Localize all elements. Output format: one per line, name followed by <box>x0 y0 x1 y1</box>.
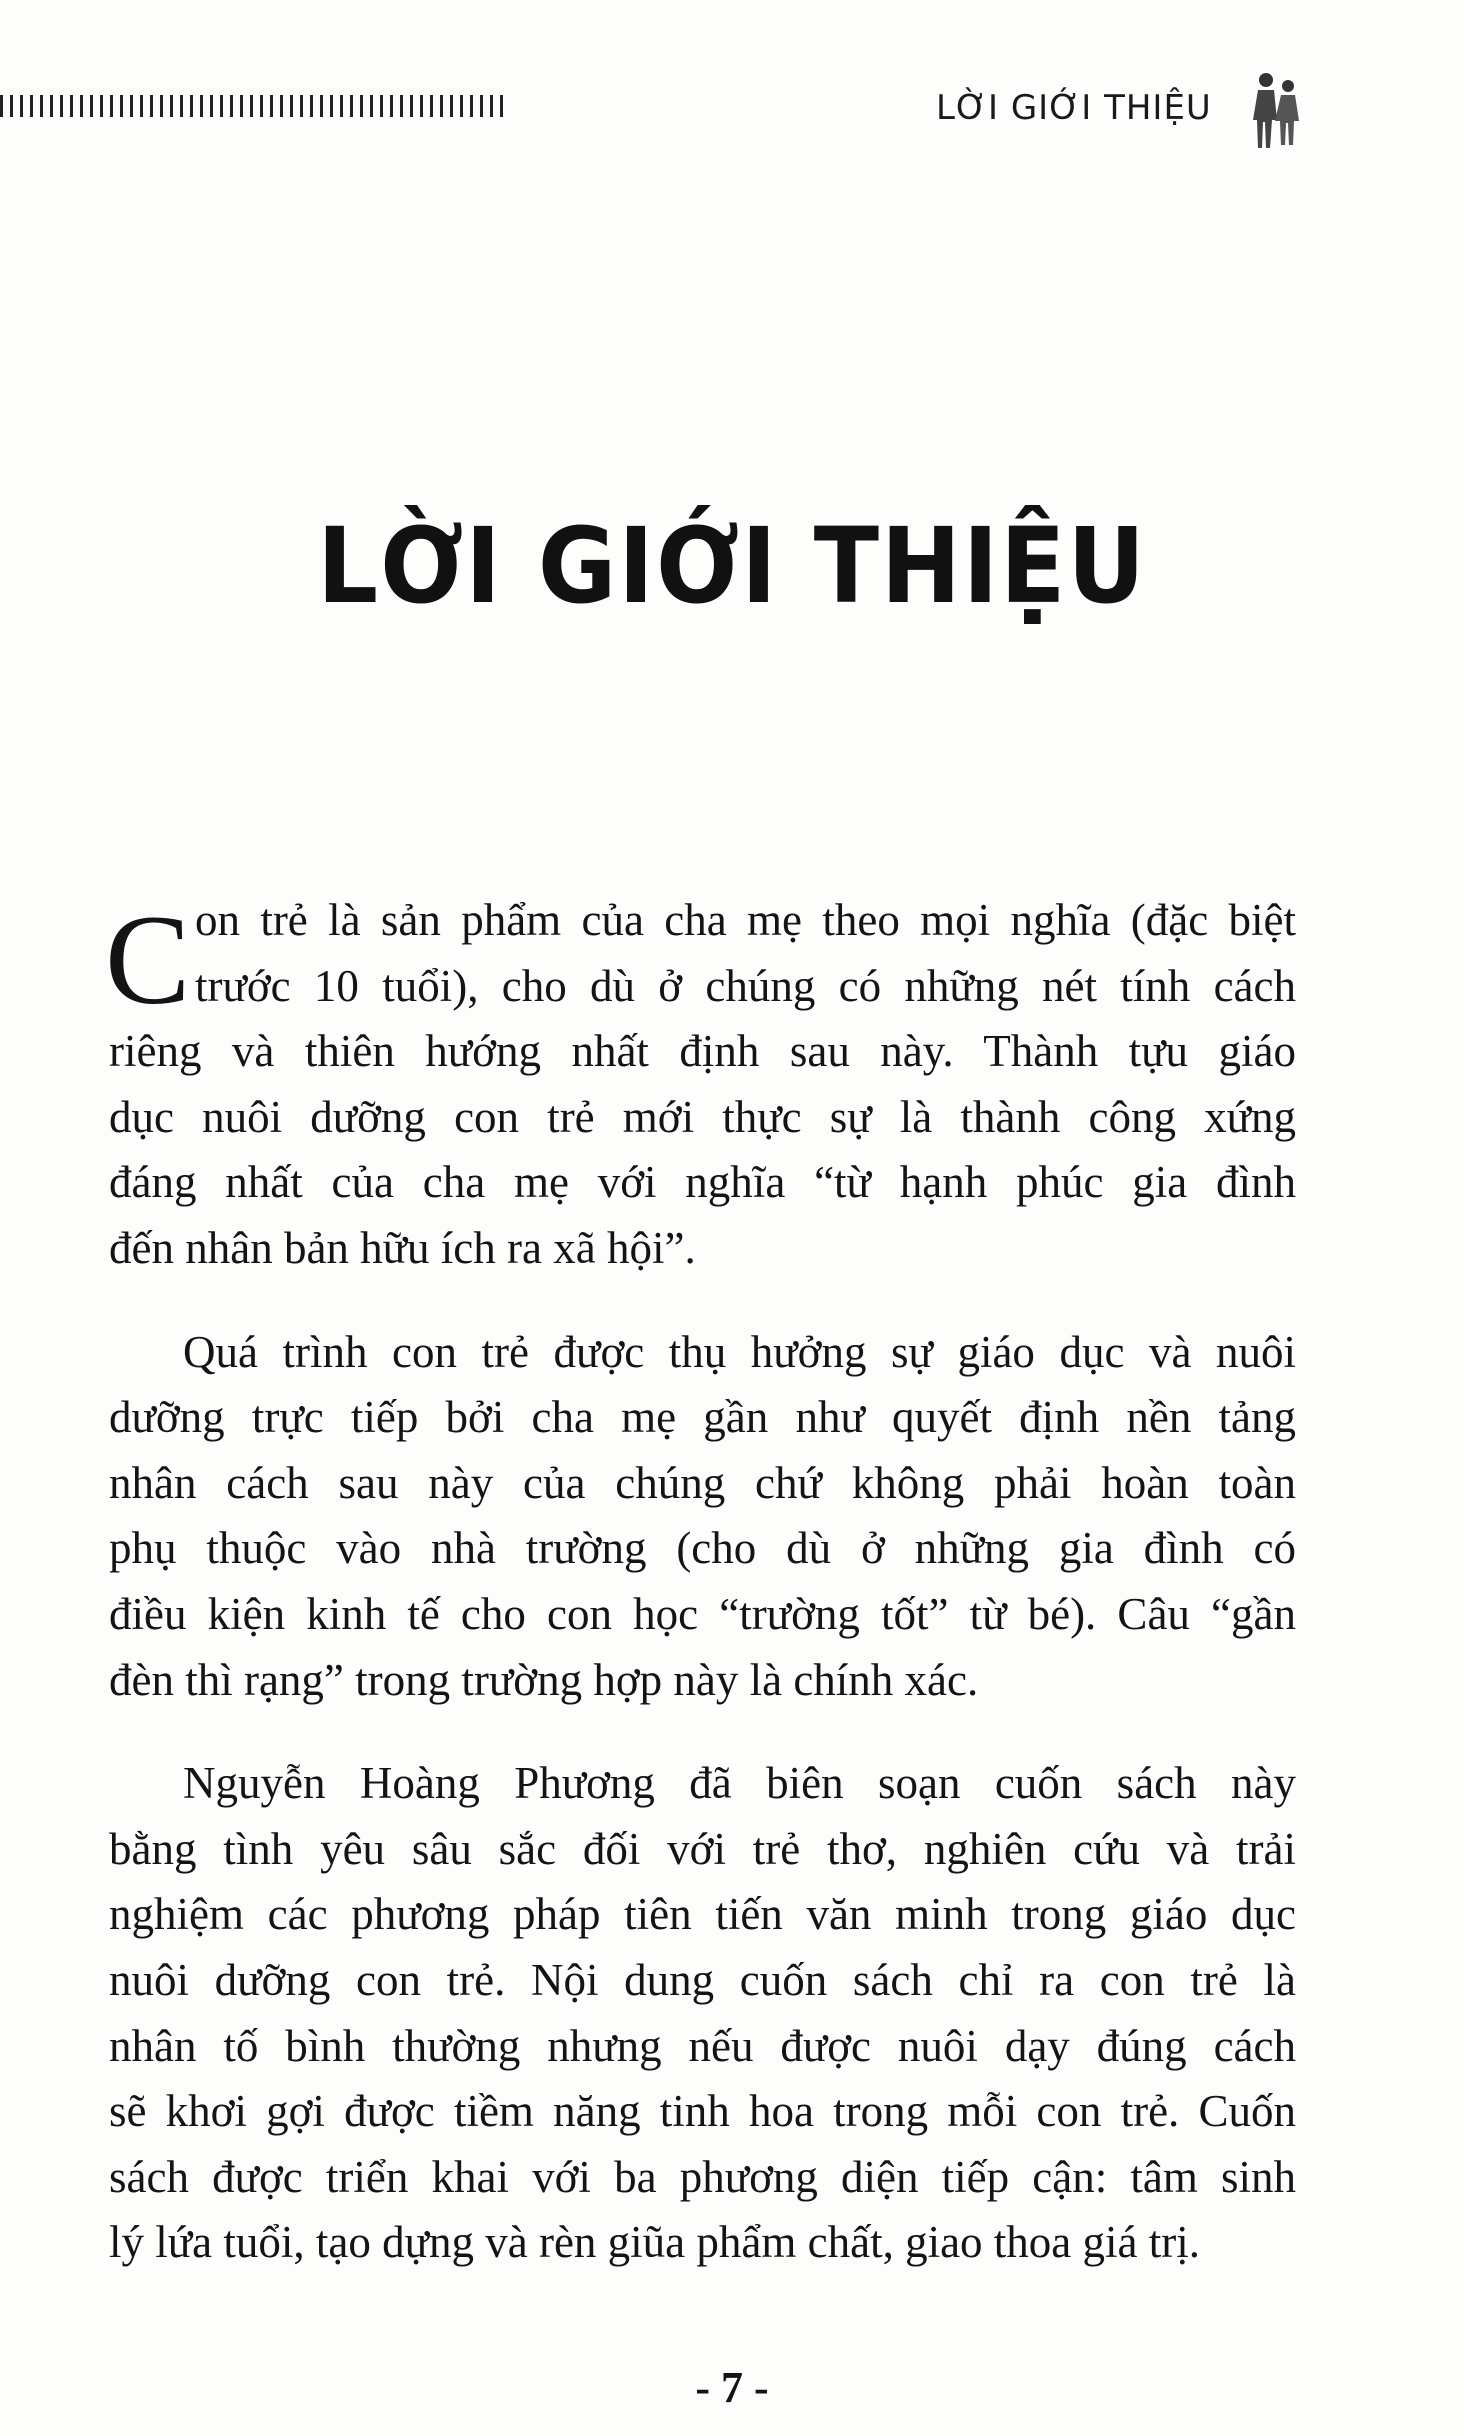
text-line: riêng và thiên hướng nhất định sau này. Thành tựu giáo <box>109 1026 1296 1077</box>
text-line: đáng nhất của cha mẹ với nghĩa “từ hạnh phúc gia đình <box>109 1157 1296 1208</box>
text-line: nhân cách sau này của chúng chứ không phải hoàn toàn <box>109 1457 1296 1508</box>
page-title: LỜI GIỚI THIỆU <box>317 505 1147 627</box>
children-figure-icon <box>1248 70 1306 150</box>
text-line: đến nhân bản hữu ích ra xã hội”. <box>109 1222 696 1273</box>
text-line: sách được triển khai với ba phương diện tiếp cận: tâm sinh <box>109 2151 1296 2202</box>
drop-cap: C <box>105 889 191 1031</box>
text-line: điều kiện kinh tế cho con học “trường tốt” từ bé). Câu “gần <box>109 1588 1296 1639</box>
paragraph-2 <box>109 1320 1296 1714</box>
page-number: - 7 - <box>695 2363 769 2412</box>
text-line: trước 10 tuổi), cho dù ở chúng có những nét tính cách <box>195 960 1296 1011</box>
text-line: nhân tố bình thường nhưng nếu được nuôi dạy đúng cách <box>109 2020 1296 2071</box>
body-text <box>105 888 1296 2314</box>
header-decorative-bar <box>0 95 505 117</box>
text-line: Quá trình con trẻ được thụ hưởng sự giáo dục và nuôi <box>183 1326 1296 1377</box>
text-line: dục nuôi dưỡng con trẻ mới thực sự là thành công xứng <box>109 1091 1296 1142</box>
text-line: lý lứa tuổi, tạo dựng và rèn giũa phẩm chất, giao thoa giá trị. <box>109 2217 1200 2268</box>
text-line: nghiệm các phương pháp tiên tiến văn minh trong giáo dục <box>109 1889 1296 1940</box>
text-line: on trẻ là sản phẩm của cha mẹ theo mọi nghĩa (đặc biệt <box>195 895 1296 945</box>
text-line: sẽ khơi gợi được tiềm năng tinh hoa trong mỗi con trẻ. Cuốn <box>109 2086 1296 2137</box>
text-line: bằng tình yêu sâu sắc đối với trẻ thơ, nghiên cứu và trải <box>109 1823 1296 1874</box>
text-line: nuôi dưỡng con trẻ. Nội dung cuốn sách chỉ ra con trẻ là <box>109 1954 1296 2005</box>
running-header-title: LỜI GIỚI THIỆU <box>936 88 1212 128</box>
text-line: đèn thì rạng” trong trường hợp này là chính xác. <box>109 1654 979 1705</box>
text-line: Nguyễn Hoàng Phương đã biên soạn cuốn sách này <box>183 1758 1296 1809</box>
paragraph-1 <box>105 888 1296 1282</box>
paragraph-3 <box>109 1751 1296 2276</box>
text-line: dưỡng trực tiếp bởi cha mẹ gần như quyết định nền tảng <box>109 1392 1296 1443</box>
text-line: phụ thuộc vào nhà trường (cho dù ở những gia đình có <box>109 1523 1296 1574</box>
